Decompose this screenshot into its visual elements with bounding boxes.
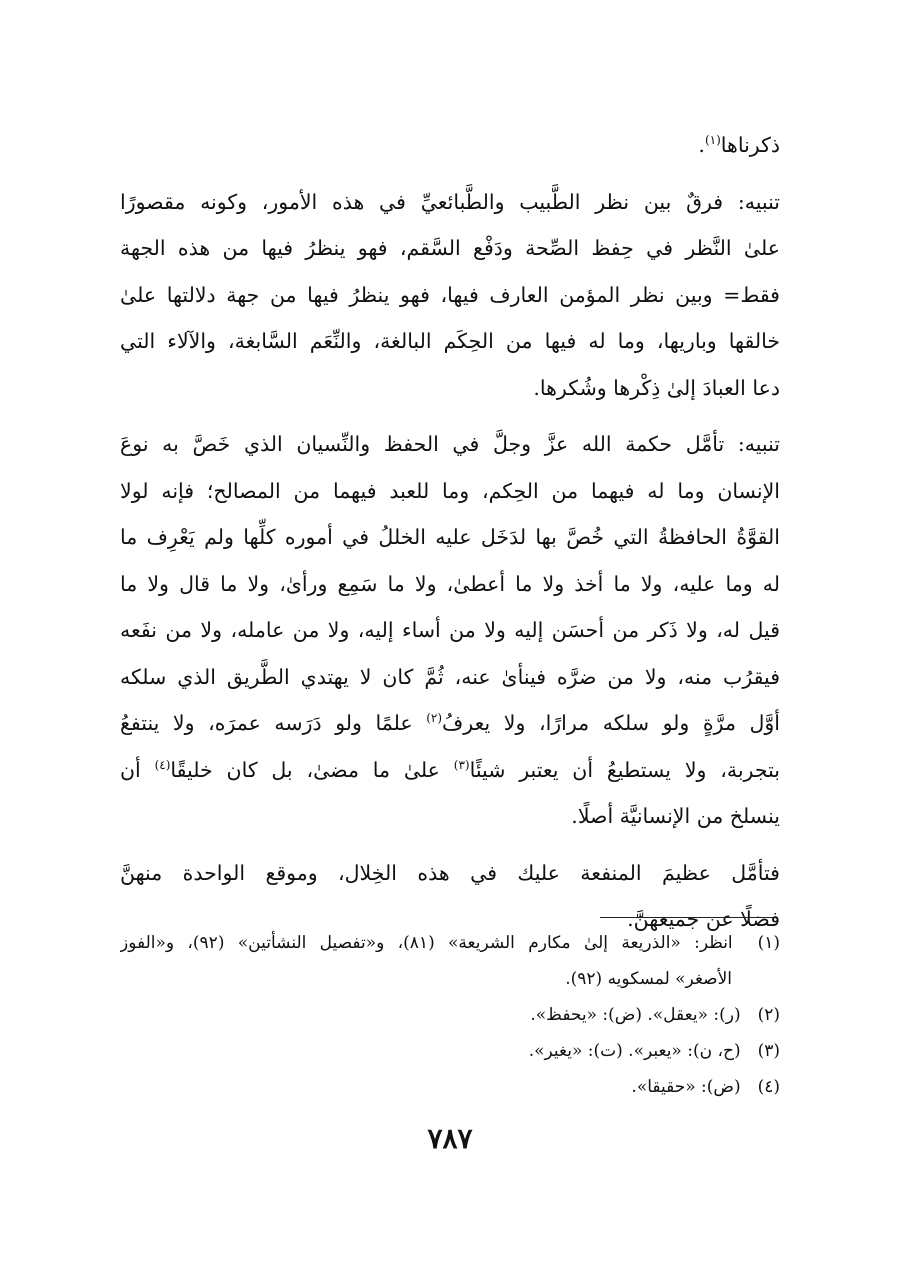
text-line: علىٰ النَّظر في حِفظ الصِّحة ودَفْع السَّقم، فهو ينظرُ فيها من هذه الجهة [120,236,780,260]
footnote-text: انظر: «الذريعة إلىٰ مكارم الشريعة» (٨١)، و«تفصيل النشأتين» (٩٢)، و«الفوز [120,933,733,953]
text-line: فيقرُب منه، ولا من ضرَّه فينأىٰ عنه، ثُمَّ كان لا يهتدي الطَّريق الذي سلكه [120,664,780,689]
footnote-ref[interactable]: (٢) [426,711,443,726]
footnote-item [120,1069,780,1105]
footnote-number: (٤) [757,1077,780,1097]
text-line: فقط= وبين نظر المؤمن العارف فيها، فهو ينظرُ فيها من جهة دلالتها علىٰ [120,282,780,307]
text-line: ينسلخ من الإنسانيَّة أصلًا. [571,804,780,828]
footnote-number: (٣) [757,1041,780,1061]
footnote-ref[interactable]: (٤) [154,757,171,772]
main-text [120,122,780,943]
paragraph-gap [120,840,780,850]
text-line [120,122,780,169]
text-line [120,700,780,747]
footnote-text: (ر): «يعقل». (ض): «يحفظ». [530,1005,741,1025]
footnote-item [120,997,780,1033]
footnote-number: (٢) [757,1005,780,1025]
text-line: فتأمَّل عظيمَ المنفعة عليك في هذه الخِلال، وموقع الواحدة منهنَّ [120,860,780,885]
footnote-ref[interactable]: (١) [704,133,721,148]
footnotes [120,925,780,1105]
text-run: علمًا ولو دَرَسه عمرَه، ولا ينتفعُ [120,711,427,735]
footnote-text: (ح، ن): «يعبر». (ت): «يغير». [528,1041,741,1061]
text-line [120,747,780,794]
text-line: له وما عليه، ولا ما أخذ ولا ما أعطىٰ، ولا ما سَمِع ورأىٰ، ولا ما قال ولا ما [120,571,780,596]
footnote-continuation: الأصغر» لمسكويه (٩٢). [565,969,732,989]
text-run: أوَّل مرَّةٍ ولو سلكه مرارًا، ولا يعرفُ [442,711,780,735]
paragraph-gap [120,169,780,179]
text-run: . [698,133,705,157]
text-line: تنبيه: فرقٌ بين نظر الطَّبيب والطَّبائعيِّ في هذه الأمور، وكونه مقصورًا [120,189,780,214]
text-run: بتجربة، ولا يستطيعُ أن يعتبر شيئًا [469,757,780,782]
text-line: قيل له، ولا ذَكر من أحسَن إليه ولا من أساء إليه، ولا من عامله، ولا من نفَعه [120,618,780,642]
footnote-text: (ض): «حقيقا». [631,1077,741,1097]
footnote-item [120,1033,780,1069]
page-number: ٧٨٧ [427,1122,473,1155]
text-line: فضلًا عن جميعهنَّ. [627,907,780,931]
text-run: ذكرناها [720,133,780,157]
footnote-item [120,925,780,961]
text-line: دعا العبادَ إلىٰ ذِكْرها وشُكرها. [533,375,780,400]
text-run: أن [120,757,155,782]
text-line: القوَّةُ الحافظةُ التي خُصَّ بها لدَخَل عليه الخللُ في أموره كلِّها ولم يَعْرِف ما [120,525,780,549]
footnote-divider [600,917,778,918]
text-line: الإنسان وما له فيهما من الحِكم، وما للعبد فيهما من المصالح؛ فإنه لولا [120,478,780,503]
text-run: علىٰ ما مضىٰ، بل كان خليقًا [170,757,454,782]
footnote-number: (١) [757,933,780,953]
footnote-ref[interactable]: (٣) [453,757,470,772]
paragraph-gap [120,411,780,421]
text-line: تنبيه: تأمَّل حكمة الله عزَّ وجلَّ في الحفظ والنِّسيان الذي خَصَّ به نوعَ [120,432,780,456]
text-line: خالقها وباريها، وما له فيها من الحِكَم البالغة، والنِّعَم السَّابغة، والآلاء التي [120,329,780,353]
